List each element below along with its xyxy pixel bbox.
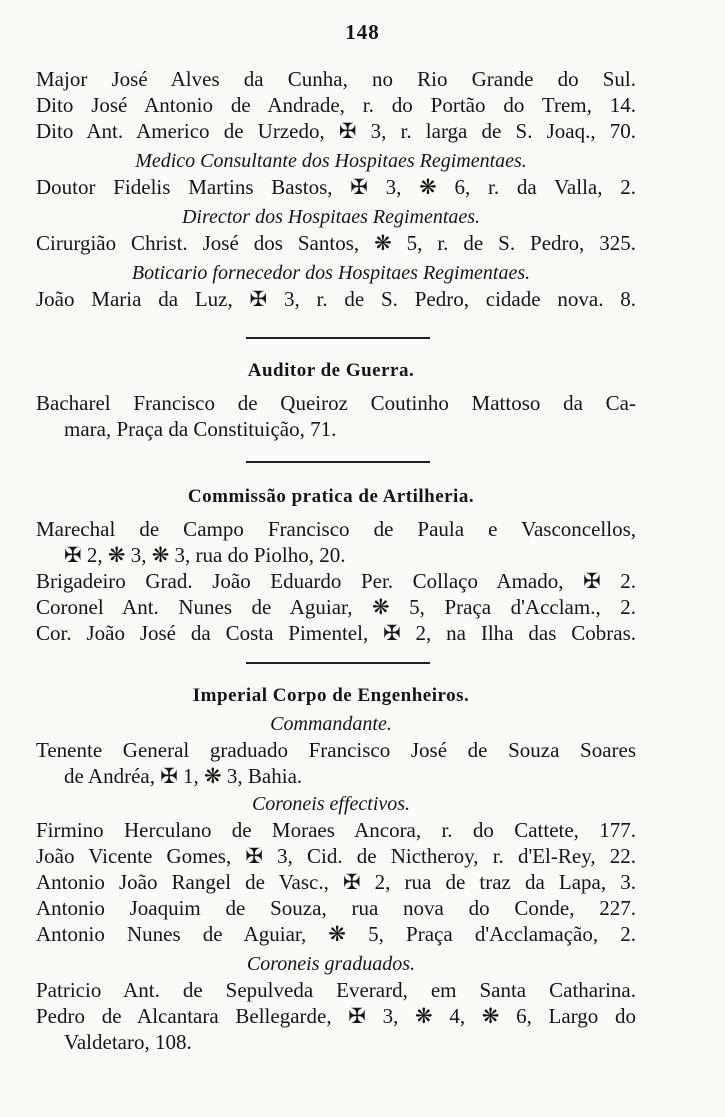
entry-line: Pedro de Alcantara Bellegarde, ✠ 3, ❋ 4, ❋ 6, Largo do bbox=[36, 1004, 636, 1028]
entry-line: Valdetaro, 108. bbox=[64, 1030, 192, 1054]
entry-line: Brigadeiro Grad. João Eduardo Per. Collaço Amado, ✠ 2. bbox=[36, 569, 636, 593]
entry-line: Major José Alves da Cunha, no Rio Grande do Sul. bbox=[36, 67, 636, 91]
entry-line: Dito Ant. Americo de Urzedo, ✠ 3, r. larga de S. Joaq., 70. bbox=[36, 119, 636, 143]
section-divider bbox=[246, 662, 430, 664]
entry-line: Cor. João José da Costa Pimentel, ✠ 2, na Ilha das Cobras. bbox=[36, 621, 636, 645]
entry-line: Coronel Ant. Nunes de Aguiar, ❋ 5, Praça d'Acclam., 2. bbox=[36, 595, 636, 619]
subheading: Boticario fornecedor dos Hospitaes Regimentaes. bbox=[131, 262, 531, 284]
entry-line: Marechal de Campo Francisco de Paula e Vasconcellos, bbox=[36, 517, 636, 541]
entry-line: Antonio Nunes de Aguiar, ❋ 5, Praça d'Acclamação, 2. bbox=[36, 922, 636, 946]
entry-line: Antonio Joaquim de Souza, rua nova do Conde, 227. bbox=[36, 896, 636, 920]
subheading: Director dos Hospitaes Regimentaes. bbox=[181, 206, 481, 228]
page-number: 148 bbox=[345, 20, 380, 44]
entry-line: Firmino Herculano de Moraes Ancora, r. do Cattete, 177. bbox=[36, 818, 636, 842]
entry-line: Tenente General graduado Francisco José de Souza Soares bbox=[36, 738, 636, 762]
entry-line: de Andréa, ✠ 1, ❋ 3, Bahia. bbox=[64, 764, 303, 788]
entry-line: mara, Praça da Constituição, 71. bbox=[64, 417, 337, 441]
section-heading: Commissão pratica de Artilheria. bbox=[187, 486, 475, 507]
entry-line: Patricio Ant. de Sepulveda Everard, em Santa Catharina. bbox=[36, 978, 636, 1002]
entry-line: Cirurgião Christ. José dos Santos, ❋ 5, r. de S. Pedro, 325. bbox=[36, 231, 636, 255]
section-heading: Imperial Corpo de Engenheiros. bbox=[192, 685, 470, 706]
section-divider bbox=[246, 337, 430, 339]
entry-line: Dito José Antonio de Andrade, r. do Portão do Trem, 14. bbox=[36, 93, 636, 117]
entry-line: Doutor Fidelis Martins Bastos, ✠ 3, ❋ 6, r. da Valla, 2. bbox=[36, 175, 636, 199]
section-divider bbox=[246, 461, 430, 463]
subheading: Commandante. bbox=[270, 713, 392, 735]
entry-line: Antonio João Rangel de Vasc., ✠ 2, rua de traz da Lapa, 3. bbox=[36, 870, 636, 894]
entry-line: João Vicente Gomes, ✠ 3, Cid. de Nictheroy, r. d'El-Rey, 22. bbox=[36, 844, 636, 868]
subheading: Coroneis effectivos. bbox=[251, 793, 411, 815]
subheading: Coroneis graduados. bbox=[246, 953, 416, 975]
entry-line: Bacharel Francisco de Queiroz Coutinho Mattoso da Ca- bbox=[36, 391, 636, 415]
subheading: Medico Consultante dos Hospitaes Regimentaes. bbox=[135, 150, 527, 172]
section-heading: Auditor de Guerra. bbox=[247, 360, 415, 381]
entry-line: João Maria da Luz, ✠ 3, r. de S. Pedro, cidade nova. 8. bbox=[36, 287, 636, 311]
entry-line: ✠ 2, ❋ 3, ❋ 3, rua do Piolho, 20. bbox=[64, 543, 346, 567]
